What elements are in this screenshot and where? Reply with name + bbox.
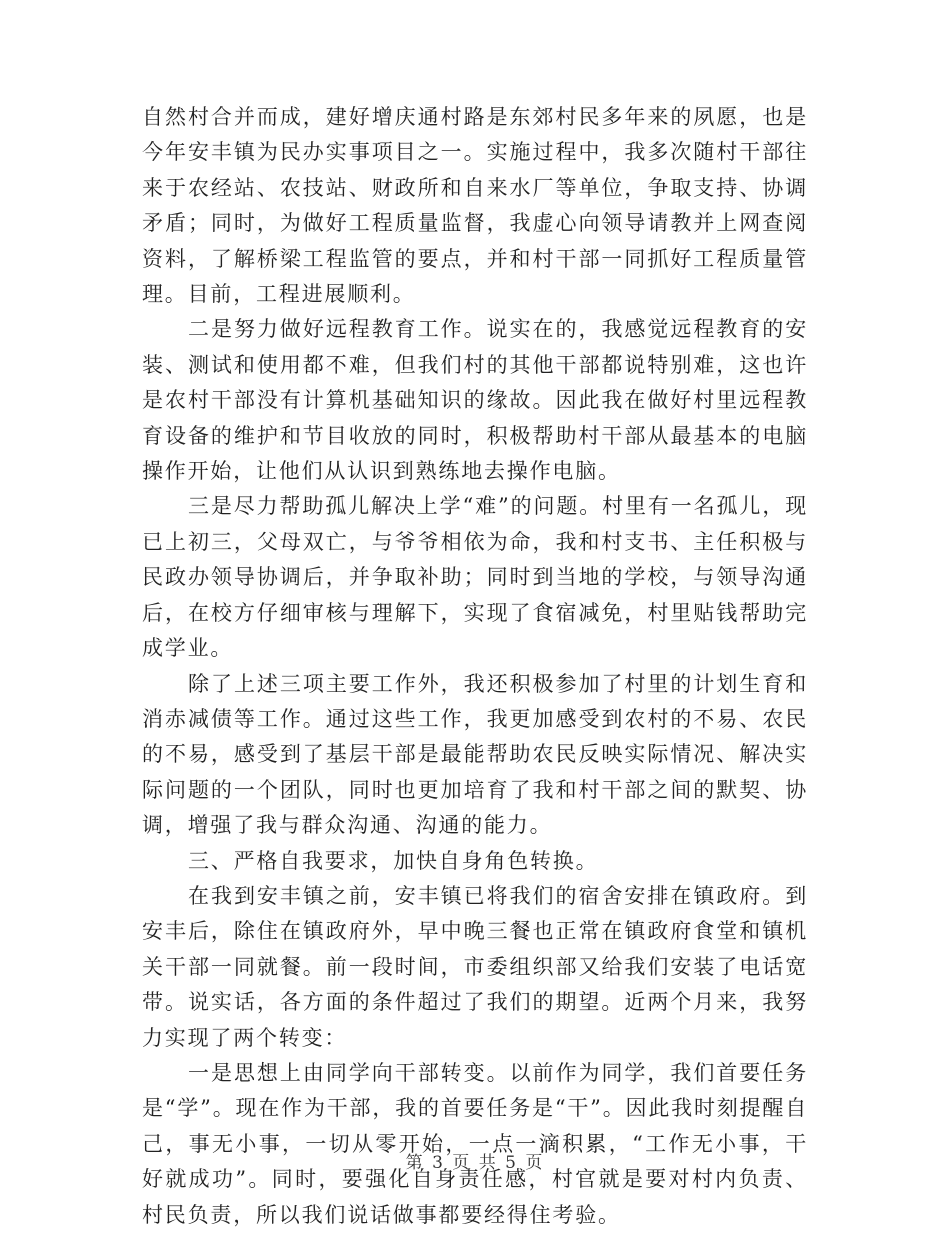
section-heading: 三、严格自我要求，加快自身角色转换。 (188, 848, 599, 873)
document-body (142, 100, 808, 1233)
page-number-footer: 第 3 页 共 5 页 (405, 1153, 545, 1173)
body-paragraph: 自然村合并而成，建好增庆通村路是东郊村民多年来的夙愿，也是今年安丰镇为民办实事项目之一。实施过程中，我多次随村干部往来于农经站、农技站、财政所和自来水厂等单位，争取支持、协调矛盾；同时，为做好工程质量监督，我虚心向领导请教并上网查阅资料，了解桥梁工程监管的要点，并和村干部一同抓好工程质量管理。目前，工程进展顺利。 (142, 105, 808, 307)
body-paragraph: 除了上述三项主要工作外，我还积极参加了村里的计划生育和消赤减债等工作。通过这些工作，我更加感受到农村的不易、农民的不易，感受到了基层干部是最能帮助农民反映实际情况、解决实际问题的一个团队，同时也更加培育了我和村干部之间的默契、协调，增强了我与群众沟通、沟通的能力。 (142, 671, 808, 838)
body-paragraph: 三是尽力帮助孤儿解决上学“难”的问题。村里有一名孤儿，现已上初三，父母双亡，与爷爷相依为命，我和村支书、主任积极与民政办领导协调后，并争取补助；同时到当地的学校，与领导沟通后，在校方仔细审核与理解下，实现了食宿减免，村里贴钱帮助完成学业。 (142, 494, 808, 661)
body-paragraph: 一是思想上由同学向干部转变。以前作为同学，我们首要任务是“学”。现在作为干部，我的首要任务是“干”。因此我时刻提醒自己，事无小事，一切从零开始，一点一滴积累，“工作无小事，干好就成功”。同时，要强化自身责任感，村官就是要对村内负责、村民负责，所以我们说话做事都要经得住考验。 (142, 1060, 808, 1227)
body-paragraph: 二是努力做好远程教育工作。说实在的，我感觉远程教育的安装、测试和使用都不难，但我们村的其他干部都说特别难，这也许是农村干部没有计算机基础知识的缘故。因此我在做好村里远程教育设备的维护和节目收放的同时，积极帮助村干部从最基本的电脑操作开始，让他们从认识到熟练地去操作电脑。 (142, 317, 808, 484)
body-paragraph: 在我到安丰镇之前，安丰镇已将我们的宿舍安排在镇政府。到安丰后，除住在镇政府外，早中晚三餐也正常在镇政府食堂和镇机关干部一同就餐。前一段时间，市委组织部又给我们安装了电话宽带。说实话，各方面的条件超过了我们的期望。近两个月来，我努力实现了两个转变： (142, 883, 808, 1050)
